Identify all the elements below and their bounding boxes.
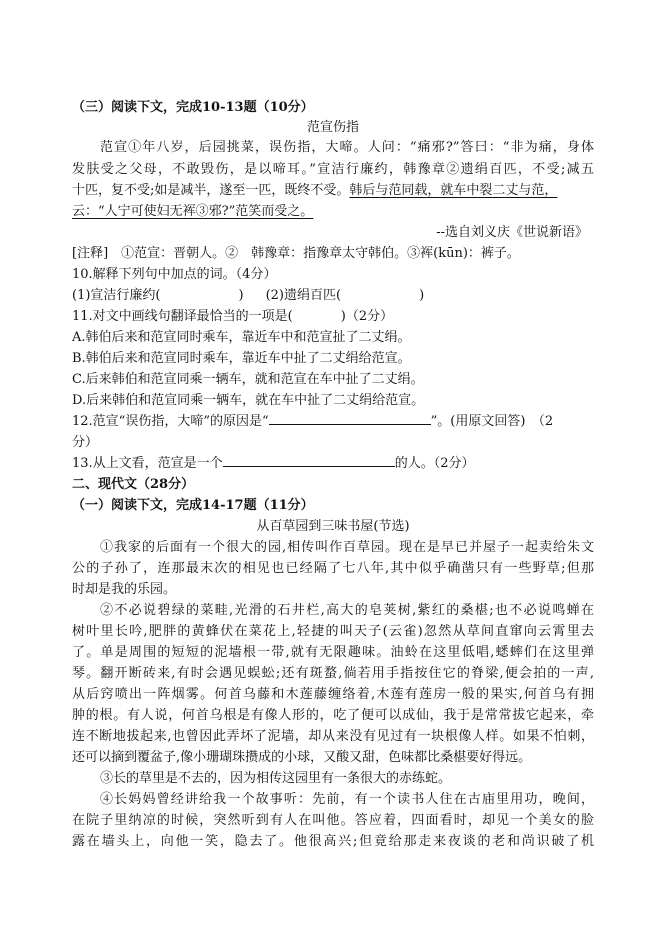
passage-line: 范宣①年八岁，后园挑菜，误伤指，大啼。人问：“痛邪?”答曰：“非为痛，身体 bbox=[100, 140, 594, 155]
passage-line: ①我家的后面有一个很大的园,相传叫作百草园。现在是早已并屋子一起卖给朱文 bbox=[100, 540, 594, 555]
option-b: B.韩伯后来和范宣同时乘车，靠近车中扯了二丈绢给范宣。 bbox=[72, 351, 411, 366]
passage-title: 范宣伤指 bbox=[306, 120, 359, 135]
q12-score: ”。(用原文回答) （2 bbox=[430, 414, 554, 429]
q11-text: 11.对文中画线句翻译最恰当的一项是( bbox=[72, 309, 293, 324]
question-13 bbox=[72, 454, 594, 475]
q11-score: )（2分） bbox=[340, 309, 394, 324]
section-heading: （三）阅读下文，完成10-13题（10分） bbox=[72, 100, 314, 115]
passage-line: ④长妈妈曾经讲给我一个故事听：先前，有一个读书人住在古庙里用功，晚间， bbox=[100, 792, 594, 807]
q10-item-1: (1)宣洁行廉约( bbox=[72, 288, 161, 303]
passage-line bbox=[72, 202, 594, 223]
passage-text: 十匹，复不受;如是减半，遂至一匹，既终不受。 bbox=[72, 183, 350, 198]
q13-text: 13.从上文看，范宣是一个 bbox=[72, 456, 223, 471]
question-10: 10.解释下列句中加点的词。（4分） bbox=[72, 267, 277, 282]
part-heading: 二、现代文（28分） bbox=[72, 477, 195, 492]
q10-item-2-close: ) bbox=[419, 288, 425, 303]
sub-heading: （一）阅读下文，完成14-17题（11分） bbox=[72, 498, 314, 513]
q10-item-1-close: ) bbox=[238, 288, 244, 303]
passage-line: 树叶里长吟,肥胖的黄蜂伏在菜花上,轻捷的叫天子(云雀)忽然从草间直窜向云霄里去 bbox=[72, 624, 594, 639]
underlined-sentence: 韩后与范同载，就车中裂二丈与范， bbox=[349, 183, 558, 198]
source-citation: --选自刘义庆《世说新语》 bbox=[436, 225, 588, 240]
passage-line: 发肤受之父母，不敢毁伤，是以啼耳。”宣洁行廉约，韩豫章②遗绢百匹，不受;减五 bbox=[72, 162, 594, 177]
passage-line: 琴。翻开断砖来,有时会遇见蜈蚣;还有斑蝥,倘若用手指按住它的脊梁,便会拍的一声, bbox=[72, 666, 594, 681]
passage-line: 在院子里纳凉的时候，突然听到有人在叫他。答应着，四面看时，却见一个美女的脸 bbox=[72, 813, 594, 828]
question-12-cont: 分） bbox=[72, 435, 99, 450]
passage-line: 时却是我的乐园。 bbox=[72, 582, 177, 597]
underlined-sentence-end: 云：“人宁可使妇无裈③邪?”范笑而受之。 bbox=[72, 204, 314, 219]
answer-blank[interactable] bbox=[269, 412, 431, 425]
answer-blank[interactable] bbox=[223, 454, 395, 467]
question-12 bbox=[72, 412, 594, 433]
passage-line: 了。单是周围的短短的泥墙根一带,就有无限趣味。油蛉在这里低唱,蟋蟀们在这里弹 bbox=[72, 645, 594, 660]
q10-item-2: (2)遗绢百匹( bbox=[265, 288, 342, 303]
annotation-notes: [注释] ①范宣：晋朝人。② 韩豫章：指豫章太守韩伯。③裈(kūn)：裤子。 bbox=[72, 246, 520, 261]
option-c: C.后来韩伯和范宣同乘一辆车，就和范宣在车中扯了二丈绢。 bbox=[72, 372, 424, 387]
passage-line: 连不断地拔起来,也曾因此弄坏了泥墙，却从来没有见过有一块根像人样。如果不怕刺， bbox=[72, 729, 594, 744]
question-10-blanks bbox=[72, 286, 594, 307]
passage-line: ②不必说碧绿的菜畦,光滑的石井栏,高大的皂荚树,紫红的桑椹;也不必说鸣蝉在 bbox=[100, 603, 594, 618]
passage-line bbox=[72, 181, 594, 202]
question-11 bbox=[72, 307, 594, 328]
passage-title: 从百草园到三味书屋(节选) bbox=[256, 519, 410, 534]
q12-text: 12.范宣“误伤指，大啼”的原因是“ bbox=[72, 414, 269, 429]
passage-line: 从后窍喷出一阵烟雾。何首乌藤和木莲藤缠络着,木莲有莲房一般的果实,何首乌有拥 bbox=[72, 687, 594, 702]
option-a: A.韩伯后来和范宣同时乘车，靠近车中和范宣扯了二丈绢。 bbox=[72, 330, 411, 345]
passage-line: 肿的根。有人说，何首乌根是有像人形的，吃了便可以成仙，我于是常常拔它起来，牵 bbox=[72, 708, 594, 723]
q13-score: 的人。（2分） bbox=[394, 456, 475, 471]
passage-line: ③长的草里是不去的，因为相传这园里有一条很大的赤练蛇。 bbox=[100, 771, 452, 786]
passage-line: 还可以摘到覆盆子,像小珊瑚珠攒成的小球，又酸又甜，色味都比桑椹要好得远。 bbox=[72, 750, 532, 765]
passage-line: 公的子孙了，连那最末次的相见也已经隔了七八年,其中似乎确凿只有一些野草;但那 bbox=[72, 561, 594, 576]
option-d: D.后来韩伯和范宣同乘一辆车，就在车中扯了二丈绢给范宣。 bbox=[72, 393, 425, 408]
passage-line: 露在墙头上，向他一笑，隐去了。他很高兴;但竟给那走来夜谈的老和尚识破了机 bbox=[72, 834, 594, 849]
